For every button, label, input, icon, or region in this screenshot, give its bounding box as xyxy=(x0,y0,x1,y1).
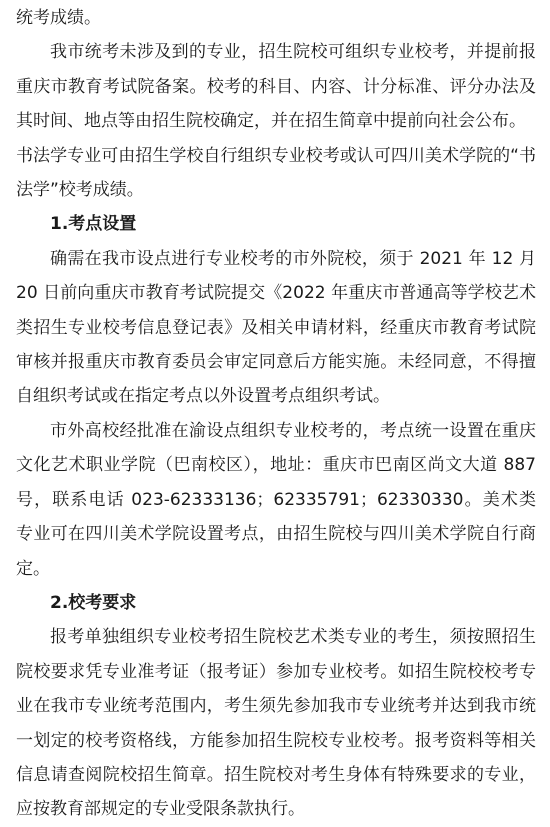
paragraph-requirements: 报考单独组织专业校考招生院校艺术类专业的考生，须按照招生院校要求凭专业准考证（报考证）参加专业校考。如招生院校校考专业在我市专业统考范围内，考生须先参加我市专业统考并达到我市统一划定的校考资格线，方能参加招生院校专业校考。报考资料等相关信息请查阅院校招生简章。招生院校对考生身体有特殊要求的专业，应按教育部规定的专业受限条款执行。 xyxy=(16,627,536,820)
paragraph-calligraphy: 书法学专业可由招生学校自行组织专业校考或认可四川美术学院的“书法学”校考成绩。 xyxy=(16,145,536,201)
paragraph-continuation: 统考成绩。 xyxy=(16,8,101,28)
section-heading-exam-requirements: 2.校考要求 xyxy=(50,592,137,613)
document-body xyxy=(16,0,536,827)
section-heading-exam-sites: 1.考点设置 xyxy=(50,214,137,235)
paragraph-exam-site-address: 市外高校经批准在渝设点组织专业校考的，考点统一设置在重庆文化艺术职业学院（巴南校区），地址：重庆市巴南区尚文大道 887 号，联系电话 023-62333136；62335791；62330330。美术类专业可在四川美术学院设置考点，由招生院校与四川美术学院自行商定。 xyxy=(16,420,536,579)
paragraph-external-institutions: 确需在我市设点进行专业校考的市外院校，须于 2021 年 12 月 20 日前向重庆市教育考试院提交《2022 年重庆市普通高等学校艺术类招生专业校考信息登记表》及相关申请材料，经重庆市教育考试院审核并报重庆市教育委员会审定同意后方能实施。未经同意，不得擅自组织考试或在指定考点以外设置考点组织考试。 xyxy=(16,248,536,407)
paragraph-school-exams: 我市统考未涉及到的专业，招生院校可组织专业校考，并提前报重庆市教育考试院备案。校考的科目、内容、计分标准、评分办法及其时间、地点等由招生院校确定，并在招生简章中提前向社会公布。 xyxy=(16,42,536,132)
